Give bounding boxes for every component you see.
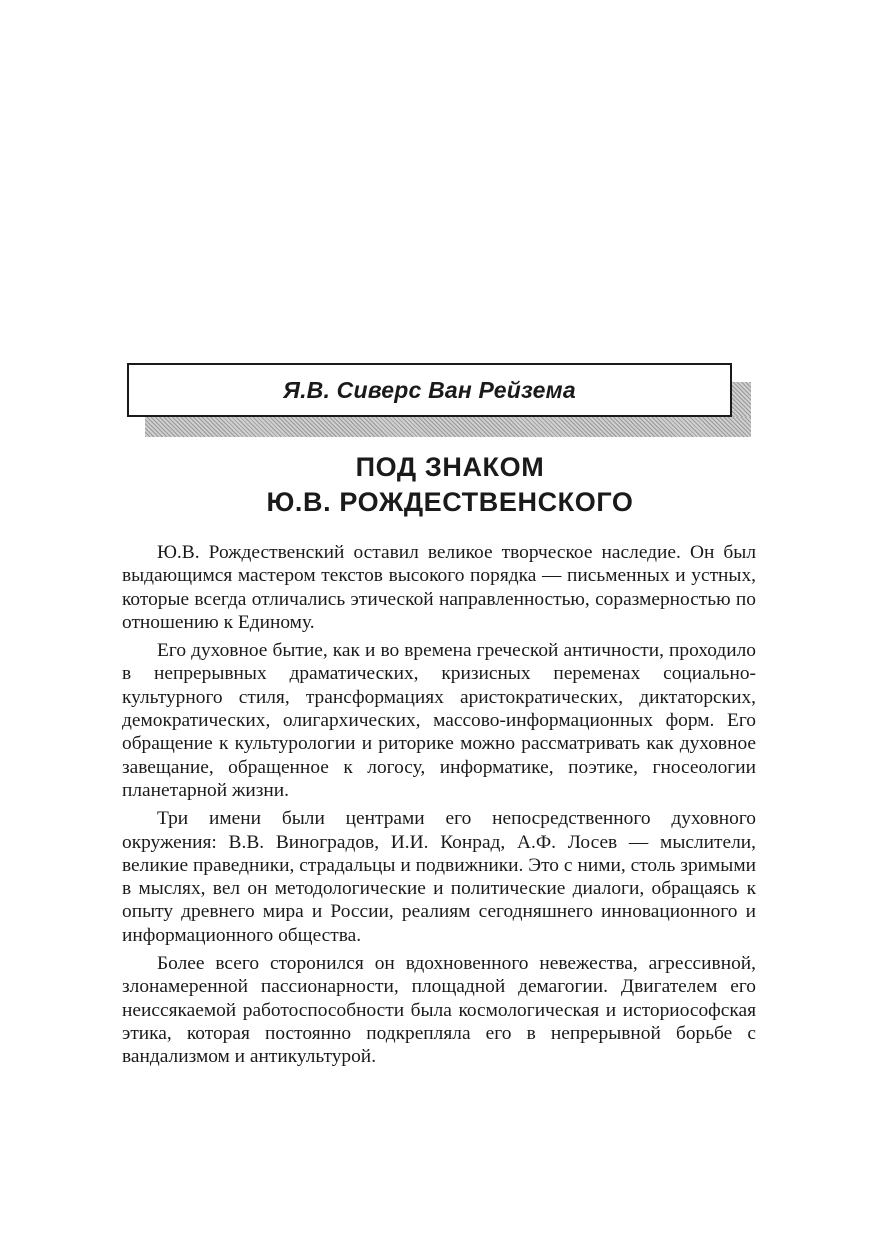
article-title-line-1: ПОД ЗНАКОМ [355,452,545,482]
author-box [127,363,732,417]
paragraph: Ю.В. Рождественский оставил великое творческое наследие. Он был выдающимся мастером текстов высокого порядка — письменных и устных, которые всегда отличались этической направленностью, соразмерностью по отношению к Единому. [122,542,756,633]
author-box-shadow-bottom [145,417,751,437]
paragraph: Более всего сторонился он вдохновенного невежества, агрессивной, злонамеренной пассионарности, площадной демагогии. Двигателем его неиссякаемой работоспособности была космологическая и историософская этика, которая постоянно подкрепляла его в непрерывной борьбе с вандализмом и антикультурой. [122,953,756,1068]
article-title [150,450,750,520]
paragraph: Три имени были центрами его непосредственного духовного окружения: В.В. Виноградов, И.И. Конрад, А.Ф. Лосев — мыслители, великие праведники, страдальцы и подвижники. Это с ними, столь зримыми в мыслях, вел он методологические и политические диалоги, обращаясь к опыту древнего мира и России, реалиям сегодняшнего инновационного и информационного общества. [122,808,756,946]
article-title-line-2: Ю.В. РОЖДЕСТВЕНСКОГО [266,487,634,517]
paragraph: Его духовное бытие, как и во времена греческой античности, проходило в непрерывных драматических, кризисных переменах социально-культурного стиля, трансформациях аристократических, диктаторских, демократических, олигархических, массово-информационных форм. Его обращение к культурологии и риторике можно рассматривать как духовное завещание, обращенное к логосу, информатике, поэтике, гносеологии планетарной жизни. [122,640,756,801]
author-name: Я.В. Сиверс Ван Рейзема [283,376,576,403]
article-body [122,541,756,1074]
